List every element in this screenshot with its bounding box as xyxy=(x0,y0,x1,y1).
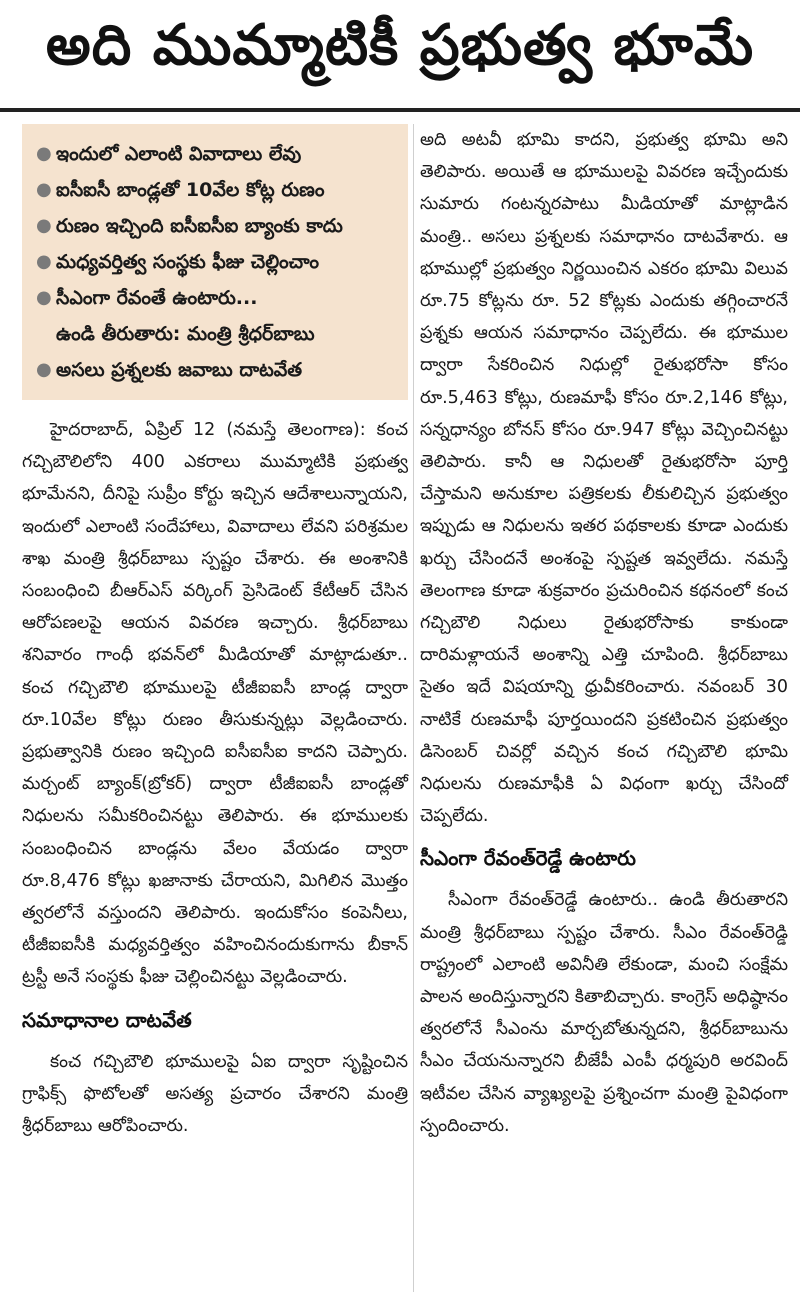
headline: అది ముమ్మాటికీ ప్రభుత్వ భూమే xyxy=(45,12,755,78)
highlight-text: సీఎంగా రేవంతే ఉంటారు... xyxy=(56,287,258,309)
body-paragraph: కంచ గచ్చిబౌలి భూములపై ఏఐ ద్వారా సృష్టించిన గ్రాఫిక్స్ ఫొటోలతో అసత్య ప్రచారం చేశారని మంత్రి శ్రీధర్‌బాబు ఆరోపించారు. xyxy=(22,1051,408,1137)
bullet-icon: ● xyxy=(36,179,52,200)
bullet-icon: ● xyxy=(36,287,52,308)
highlight-text: ఉండి తీరుతారు: మంత్రి శ్రీధర్‌బాబు xyxy=(56,323,315,345)
bullet-icon: ● xyxy=(36,143,52,164)
highlight-text: ఐసీఐసీ బాండ్లతో 10వేల కోట్ల రుణం xyxy=(56,179,325,201)
bullet-icon: ● xyxy=(36,359,52,380)
highlights-box xyxy=(22,124,408,400)
highlight-item xyxy=(36,172,398,208)
body-paragraph: సీఎంగా రేవంత్‌రెడ్డే ఉంటారు.. ఉండి తీరుతారని మంత్రి శ్రీధర్‌బాబు స్పష్టం చేశారు. సీఎం రేవంత్‌రెడ్డి రాష్ట్రంలో ఎలాంటి అవినీతి లేకుండా, మంచి సంక్షేమ పాలన అందిస్తున్నారని కితాబిచ్చారు. కాంగ్రెస్ అధిష్ఠానం త్వరలోనే సీఎంను మార్చబోతున్నదని, శ్రీధర్‌బాబును సీఎం చేయనున్నారని బీజేపీ ఎంపీ ధర్మపురి అరవింద్ ఇటీవల చేసిన వ్యాఖ్యలపై ప్రశ్నించగా మంత్రి పైవిధంగా స్పందించారు. xyxy=(420,890,788,1136)
highlight-text: ఇందులో ఎలాంటి వివాదాలు లేవు xyxy=(56,143,302,165)
highlight-text: మధ్యవర్తిత్వ సంస్థకు ఫీజు చెల్లించాం xyxy=(56,251,320,273)
body-paragraph: అది అటవీ భూమి కాదని, ప్రభుత్వ భూమి అని తెలిపారు. అయితే ఆ భూములపై వివరణ ఇచ్చేందుకు సుమారు గంటన్నరపాటు మీడియాతో మాట్లాడిన మంత్రి.. అసలు ప్రశ్నలకు సమాధానం దాటవేశారు. ఆ భూముల్లో ప్రభుత్వం నిర్ణయించిన ఎకరం భూమి విలువ రూ.75 కోట్లను రూ. 52 కోట్లకు ఎందుకు తగ్గించారనే ప్రశ్నకు ఆయన సమాధానం చెప్పలేదు. ఈ భూముల ద్వారా సేకరించిన నిధుల్లో రైతుభరోసా కోసం రూ.5,463 కోట్లు, రుణమాఫీ కోసం రూ.2,146 కోట్లు, సన్నధాన్యం బోనస్ కోసం రూ.947 కోట్లు వెచ్చించినట్టు తెలిపారు. కానీ ఆ నిధులతో రైతుభరోసా పూర్తి చేస్తామని అనుకూల పత్రికలకు లీకులిచ్చిన ప్రభుత్వం ఇప్పుడు ఆ నిధులను ఇతర పథకాలకు కూడా ఎందుకు ఖర్చు చేసిందనే అంశంపై స్పష్టత ఇవ్వలేదు. నమస్తే తెలంగాణ కూడా శుక్రవారం ప్రచురించిన కథనంలో కంచ గచ్చిబౌలి నిధులు రైతుభరోసాకు కాకుండా దారిమళ్లాయనే అంశాన్ని ఎత్తి చూపింది. శ్రీధర్‌బాబు సైతం ఇదే విషయాన్ని ధ్రువీకరించారు. నవంబర్ 30 నాటికే రుణమాఫీ పూర్తయిందని ప్రకటించిన ప్రభుత్వం డిసెంబర్ చివర్లో వచ్చిన కంచ గచ్చిబౌలి భూమి నిధులను రుణమాఫీకి ఏ విధంగా ఖర్చు చేసిందో చెప్పలేదు. xyxy=(420,130,788,827)
headline-rule xyxy=(0,108,800,112)
column-divider xyxy=(413,124,414,1292)
highlight-item xyxy=(36,244,398,280)
highlight-text: రుణం ఇచ్చింది ఐసీఐసీఐ బ్యాంకు కాదు xyxy=(56,215,343,237)
section-subhead: సీఎంగా రేవంత్‌రెడ్డే ఉంటారు xyxy=(420,846,636,871)
highlight-text: అసలు ప్రశ్నలకు జవాబు దాటవేత xyxy=(56,359,303,381)
highlight-item xyxy=(36,136,398,172)
left-column xyxy=(22,124,408,1152)
bullet-icon: ● xyxy=(36,251,52,272)
highlight-item xyxy=(36,352,398,388)
highlight-item-continuation xyxy=(36,316,398,352)
body-paragraph: హైదరాబాద్, ఏప్రిల్ 12 (నమస్తే తెలంగాణ): కంచ గచ్చిబౌలిలోని 400 ఎకరాలు ముమ్మాటికి ప్రభుత్వ భూమేనని, దీనిపై సుప్రీం కోర్టు ఇచ్చిన ఆదేశాలున్నాయని, ఇందులో ఎలాంటి సందేహాలు, వివాదాలు లేవని పరిశ్రమల శాఖ మంత్రి శ్రీధర్‌బాబు స్పష్టం చేశారు. ఈ అంశానికి సంబంధించి బీఆర్ఎస్ వర్కింగ్ ప్రెసిడెంట్ కేటీఆర్ చేసిన ఆరోపణలపై ఆయన వివరణ ఇచ్చారు. శ్రీధర్‌బాబు శనివారం గాంధీ భవన్‌లో మీడియాతో మాట్లాడుతూ.. కంచ గచ్చిబౌలి భూములపై టీజీఐఐసీ బాండ్ల ద్వారా రూ.10వేల కోట్లు రుణం తీసుకున్నట్లు వెల్లడించారు. ప్రభుత్వానికి రుణం ఇచ్చింది ఐసీఐసీఐ కాదని చెప్పారు. మర్చంట్ బ్యాంక్(బ్రోకర్) ద్వారా టీజీఐఐసీ బాండ్లతో నిధులను సమీకరించినట్టు తెలిపారు. ఈ భూములకు సంబంధించిన బాండ్లను వేలం వేయడం ద్వారా రూ.8,476 కోట్లు ఖజానాకు చేరాయని, మిగిలిన మొత్తం త్వరలోనే వస్తుందని తెలిపారు. ఇందుకోసం కంపెనీలు, టీజీఐఐసీకి మధ్యవర్తిత్వం వహించినందుకుగాను బీకాన్ ట్రస్టీ అనే సంస్థకు ఫీజు చెల్లించినట్టు వెల్లడించారు. xyxy=(22,420,408,988)
bullet-icon: ● xyxy=(36,215,52,236)
highlight-item xyxy=(36,280,398,316)
section-subhead: సమాధానాల దాటవేత xyxy=(22,1007,192,1032)
highlight-item xyxy=(36,208,398,244)
right-column xyxy=(420,124,788,1152)
